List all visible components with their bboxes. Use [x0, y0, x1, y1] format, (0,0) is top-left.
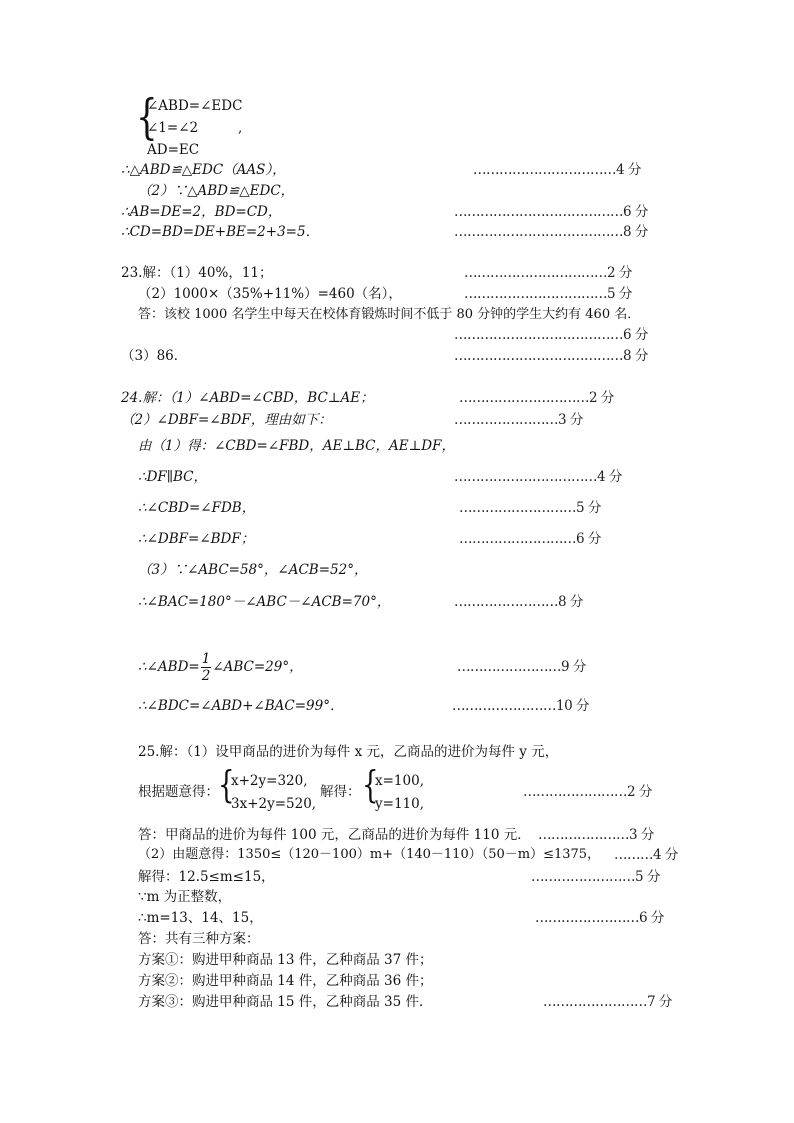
q25-line-5: 解得：12.5≤m≤15，: [138, 869, 275, 885]
q22-line-3-score: …………………………………6 分: [454, 204, 648, 220]
q25-line-11-score: ……………………7 分: [543, 994, 672, 1010]
q24-line-2-score: ……………………3 分: [454, 412, 583, 428]
q24-line-1: 24.解：（1）∠ABD=∠CBD，BC⊥AE；: [121, 390, 374, 406]
q24-line-9-score: ……………………9 分: [457, 659, 586, 675]
q25-line-4-score: ………4 分: [614, 847, 678, 863]
q23-line-3-score: …………………………………6 分: [454, 327, 648, 343]
q25-plan-2: 方案②：购进甲种商品 14 件，乙种商品 36 件；: [138, 973, 433, 989]
q24-line-4: ∴DF∥BC，: [138, 469, 208, 485]
q24-line-9-post: ∠ABC=29°，: [212, 659, 303, 675]
q23-line-3: 答：该校 1000 名学生中每天在校体育锻炼时间不低于 80 分钟的学生大约有 460 名．: [138, 307, 641, 322]
q24-line-10-score: ……………………10 分: [452, 698, 589, 714]
q22-line-3: ∴AB=DE=2，BD=CD，: [121, 204, 282, 220]
q25-eq-2: 3x+2y=520,: [231, 796, 317, 812]
q24-line-4-score: ……………………………4 分: [454, 469, 622, 485]
q25-plan-3: 方案③：购进甲种商品 15 件，乙种商品 35 件．: [138, 994, 433, 1010]
q24-line-6: ∴∠DBF=∠BDF；: [138, 531, 255, 547]
q25-label-solve: 解得：: [320, 784, 361, 800]
q25-eq-1: x+2y=320,: [231, 773, 308, 789]
q25-line-5-score: ……………………5 分: [531, 869, 660, 885]
q25-line-7-score: ……………………6 分: [535, 910, 664, 926]
q24-line-8-score: ……………………8 分: [454, 594, 583, 610]
q25-plan-1: 方案①：购进甲种商品 13 件，乙种商品 37 件；: [138, 952, 433, 968]
q22-sys-comma: ,: [238, 120, 243, 136]
q22-sys-line-1: ∠ABD=∠EDC: [147, 98, 243, 114]
q25-sol-1: x=100,: [375, 773, 424, 789]
q23-line-1-score: ……………………………2 分: [464, 265, 632, 281]
q25-line-1: 25.解：（1）设甲商品的进价为每件 x 元，乙商品的进价为每件 y 元，: [138, 744, 559, 760]
q25-line-3: 答：甲商品的进价为每件 100 元，乙商品的进价为每件 110 元．: [138, 827, 531, 843]
q22-line-4-score: …………………………………8 分: [454, 224, 648, 240]
fraction-denominator: 2: [201, 668, 211, 684]
q24-line-8: ∴∠BAC=180°－∠ABC－∠ACB=70°，: [138, 594, 391, 610]
q24-line-9: [138, 650, 303, 684]
q25-line-3-score: …………………3 分: [538, 827, 654, 843]
left-brace-icon: {: [218, 764, 235, 808]
q22-line-4: ∴CD=BD=DE+BE=2+3=5．: [121, 224, 320, 240]
q25-line-8: 答：共有三种方案：: [138, 931, 260, 947]
q24-line-5-score: ………………………5 分: [459, 500, 601, 516]
q22-sys-line-2: ∠1=∠2: [147, 120, 199, 136]
q24-line-2: （2）∠DBF=∠BDF，理由如下：: [121, 412, 332, 428]
q22-line-1: ∴△ABD≌△EDC（AAS），: [121, 162, 286, 178]
left-brace-icon: {: [362, 764, 379, 808]
fraction-numerator: 1: [201, 651, 211, 667]
q23-line-2: （2）1000×（35%+11%）=460（名），: [138, 286, 402, 302]
q24-line-5: ∴∠CBD=∠FDB，: [138, 500, 256, 516]
q24-line-1-score: …………………………2 分: [459, 390, 614, 406]
q24-line-7: （3）∵∠ABC=58°，∠ACB=52°，: [138, 562, 368, 578]
q24-line-3: 由（1）得：∠CBD=∠FBD，AE⊥BC，AE⊥DF，: [138, 438, 455, 454]
q25-label-by-question: 根据题意得：: [138, 784, 219, 800]
q25-line-4: （2）由题意得：1350≤（120－100）m+（140－110）（50－m）≤1375，: [138, 847, 601, 862]
q22-line-1-score: ……………………………4 分: [473, 162, 641, 178]
fraction-half: [201, 651, 212, 684]
q23-line-1: 23.解：（1）40%，11；: [121, 265, 273, 281]
q23-line-4-score: …………………………………8 分: [454, 348, 648, 364]
q25-line-2-score: ……………………2 分: [523, 784, 652, 800]
q22-line-2: （2）∵△ABD≌△EDC，: [138, 183, 295, 199]
q25-sol-2: y=110,: [375, 796, 424, 812]
q24-line-6-score: ………………………6 分: [459, 531, 601, 547]
q25-line-7: ∴m=13、14、15，: [138, 910, 263, 926]
q23-line-2-score: ……………………………5 分: [464, 286, 632, 302]
q24-line-10: ∴∠BDC=∠ABD+∠BAC=99°．: [138, 698, 344, 714]
q25-line-6: ∵m 为正整数，: [138, 889, 232, 905]
left-brace-icon: {: [136, 89, 158, 146]
q24-line-9-pre: ∴∠ABD=: [138, 659, 200, 675]
q22-sys-line-3: AD=EC: [147, 142, 200, 158]
q23-line-4: （3）86．: [121, 348, 188, 364]
